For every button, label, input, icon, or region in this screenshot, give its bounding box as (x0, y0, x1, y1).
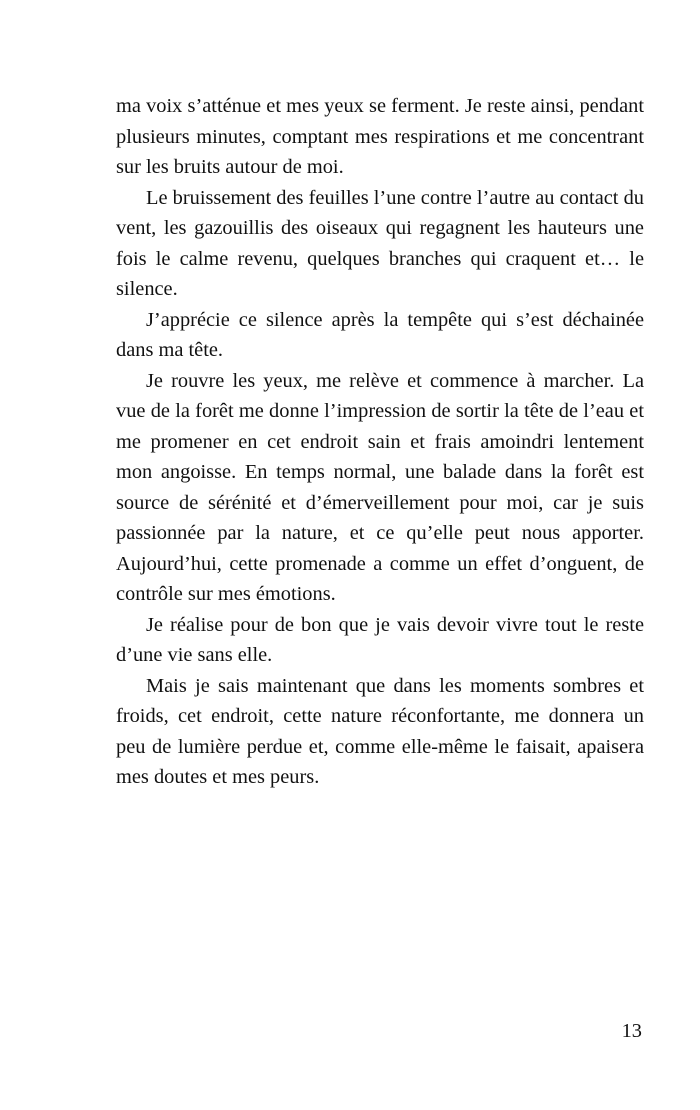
paragraph-5: Je réalise pour de bon que je vais devoir vivre tout le reste d’une vie sans elle. (116, 613, 644, 666)
page-number: 13 (621, 1020, 642, 1042)
paragraph-4: Je rouvre les yeux, me relève et commence à marcher. La vue de la forêt me donne l’impression de sortir la tête de l’eau et me promener en cet endroit sain et frais amoindri lentement mon angoisse. En temps normal, une balade dans la forêt est source de sérénité et d’émerveillement pour moi, car je suis passionnée par la nature, et ce qu’elle peut nous apporter. Aujourd’hui, cette promenade a comme un effet d’onguent, de contrôle sur mes émotions. (116, 369, 644, 605)
paragraph-1: ma voix s’atténue et mes yeux se ferment. Je reste ainsi, pendant plusieurs minutes, comptant mes respirations et me concentrant sur les bruits autour de moi. (116, 95, 644, 178)
paragraph-2: Le bruissement des feuilles l’une contre l’autre au contact du vent, les gazouillis des oiseaux qui regagnent les hauteurs une fois le calme revenu, quelques branches qui craquent et… le silence. (116, 186, 644, 300)
paragraph-3: J’apprécie ce silence après la tempête qui s’est déchainée dans ma tête. (116, 308, 644, 361)
paragraph-6: Mais je sais maintenant que dans les moments sombres et froids, cet endroit, cette nature réconfortante, me donnera un peu de lumière perdue et, comme elle-même le faisait, apaisera mes doutes et mes peurs. (116, 674, 644, 788)
body-text (116, 91, 644, 793)
